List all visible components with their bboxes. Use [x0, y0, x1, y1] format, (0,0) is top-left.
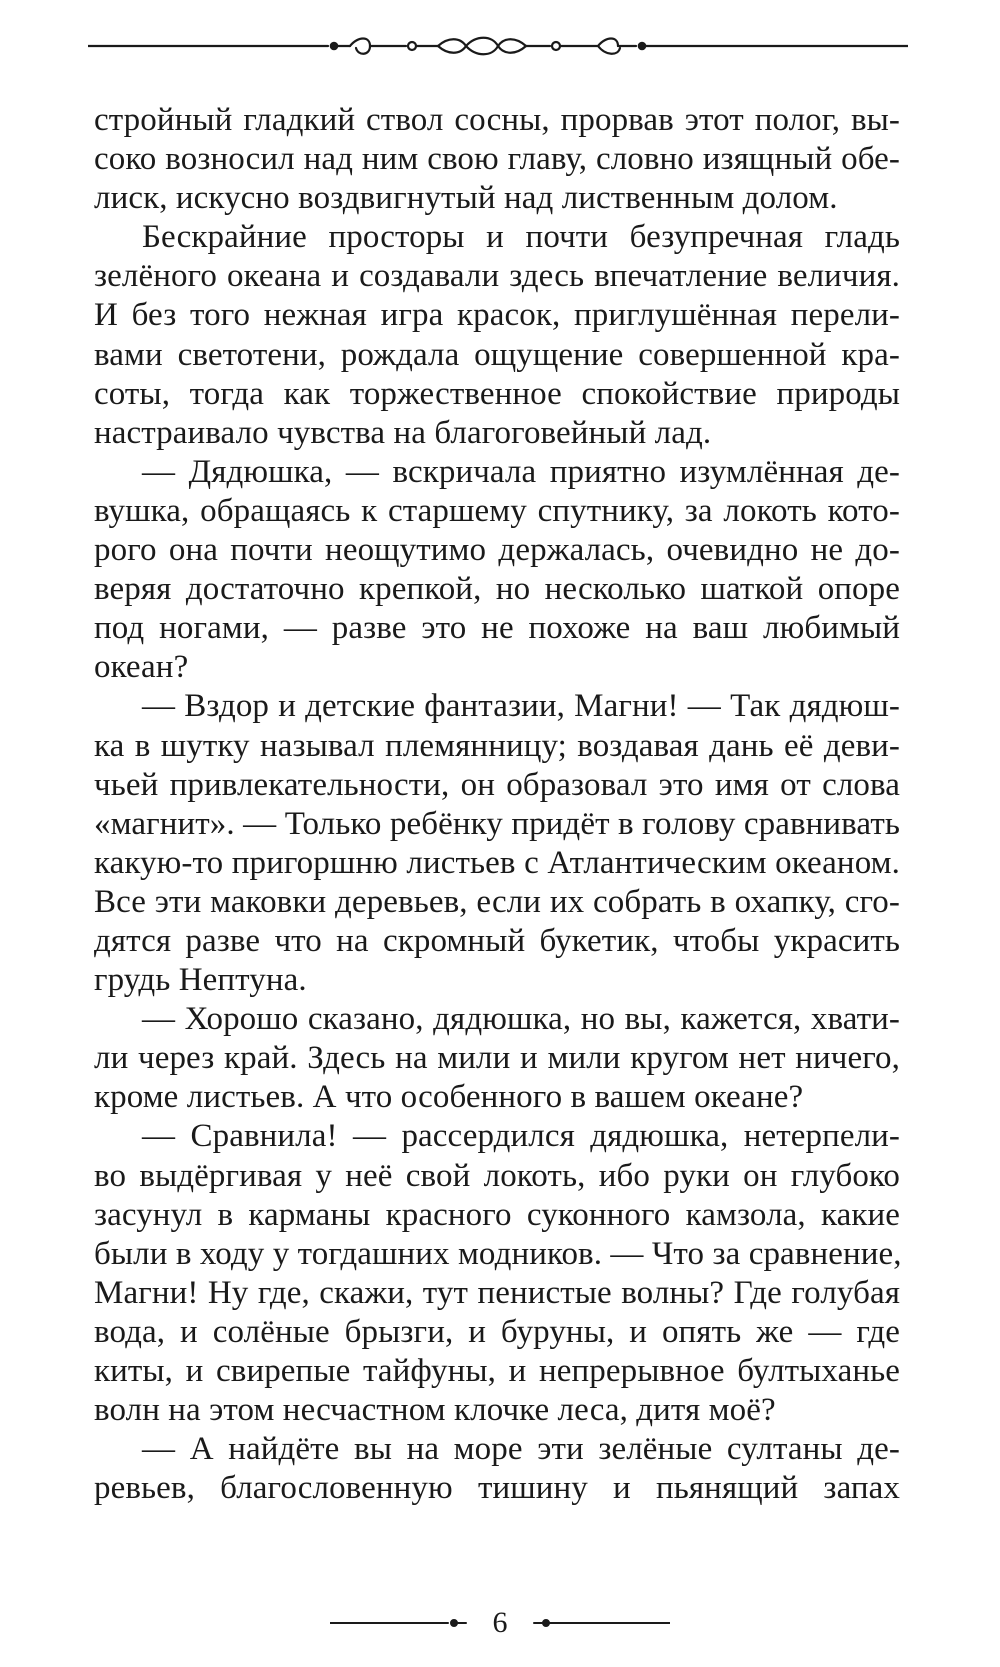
text-line: засунул в карманы красного суконного камзола, какие [94, 1196, 900, 1233]
page-footer [330, 1605, 670, 1641]
text-line: стройный гладкий ствол сосны, прорвав этот полог, вы- [94, 102, 900, 138]
text-line: — Сравнила! — рассердился дядюшка, нетерпели- [142, 1118, 900, 1155]
text-line: — Вздор и детские фантазии, Магни! — Так дядюш- [142, 688, 900, 725]
text-line: какую-то пригоршню листьев с Атлантическим океаном. [94, 844, 900, 881]
text-line: ли через край. Здесь на мили и мили кругом нет ничего, [94, 1040, 900, 1077]
text-line: веряя достаточно крепкой, но несколько шаткой опоре [94, 571, 900, 608]
text-line: соты, тогда как торжественное спокойствие природы [94, 375, 900, 412]
text-line: И без того нежная игра красок, приглушённая перели- [94, 297, 900, 334]
text-line: — Хорошо сказано, дядюшка, но вы, кажется, хвати- [142, 1001, 900, 1038]
text-line: ка в шутку называл племянницу; воздавая дань её деви- [94, 727, 900, 764]
text-line: чьей привлекательности, он образовал это имя от слова [94, 766, 900, 803]
text-line: настраивало чувства на благоговейный лад. [94, 414, 712, 451]
text-line: рого она почти неощутимо держалась, очевидно не до- [94, 532, 900, 569]
text-line: были в ходу у тогдашних модников. — Что за сравнение, [94, 1235, 902, 1272]
text-line: — А найдёте вы на море эти зелёные султаны де- [142, 1431, 900, 1468]
text-line: во выдёргивая у неё свой локоть, ибо руки он глубоко [94, 1157, 900, 1194]
top-flourish-ornament [88, 34, 908, 58]
text-line: Магни! Ну где, скажи, тут пенистые волны? Где голубая [94, 1274, 900, 1311]
text-line: дятся разве что на скромный букетик, чтобы украсить [94, 922, 900, 959]
text-line: зелёного океана и создавали здесь впечатление величия. [94, 258, 900, 295]
text-line: киты, и свирепые тайфуны, и непрерывное бултыханье [94, 1353, 900, 1389]
text-line: вушка, обращаясь к старшему спутнику, за локоть кото- [94, 492, 900, 529]
body-text [94, 101, 900, 1508]
text-line: кроме листьев. А что особенного в вашем океане? [94, 1079, 804, 1116]
text-line: соко возносил над ним свою главу, словно изящный обе- [94, 141, 900, 178]
text-line: — Дядюшка, — вскричала приятно изумлённая де- [142, 453, 900, 490]
text-line: волн на этом несчастном клочке леса, дитя моё? [94, 1392, 776, 1429]
text-line: Бескрайние просторы и почти безупречная гладь [142, 219, 900, 256]
text-line: вами светотени, рождала ощущение совершенной кра- [94, 336, 900, 373]
text-line: Все эти маковки деревьев, если их собрать в охапку, сго- [94, 883, 900, 920]
text-line: под ногами, — разве это не похоже на ваш любимый [94, 610, 900, 647]
text-line: «магнит». — Только ребёнку придёт в голову сравнивать [94, 805, 900, 842]
text-line: грудь Нептуна. [94, 962, 307, 999]
text-line: ревьев, благословенную тишину и пьянящий запах [94, 1470, 900, 1507]
text-line: лиск, искусно воздвигнутый над лиственным долом. [94, 180, 838, 217]
page-number: 6 [492, 1606, 508, 1639]
text-line: океан? [94, 649, 189, 686]
text-line: вода, и солёные брызги, и буруны, и опять же — где [94, 1313, 900, 1350]
